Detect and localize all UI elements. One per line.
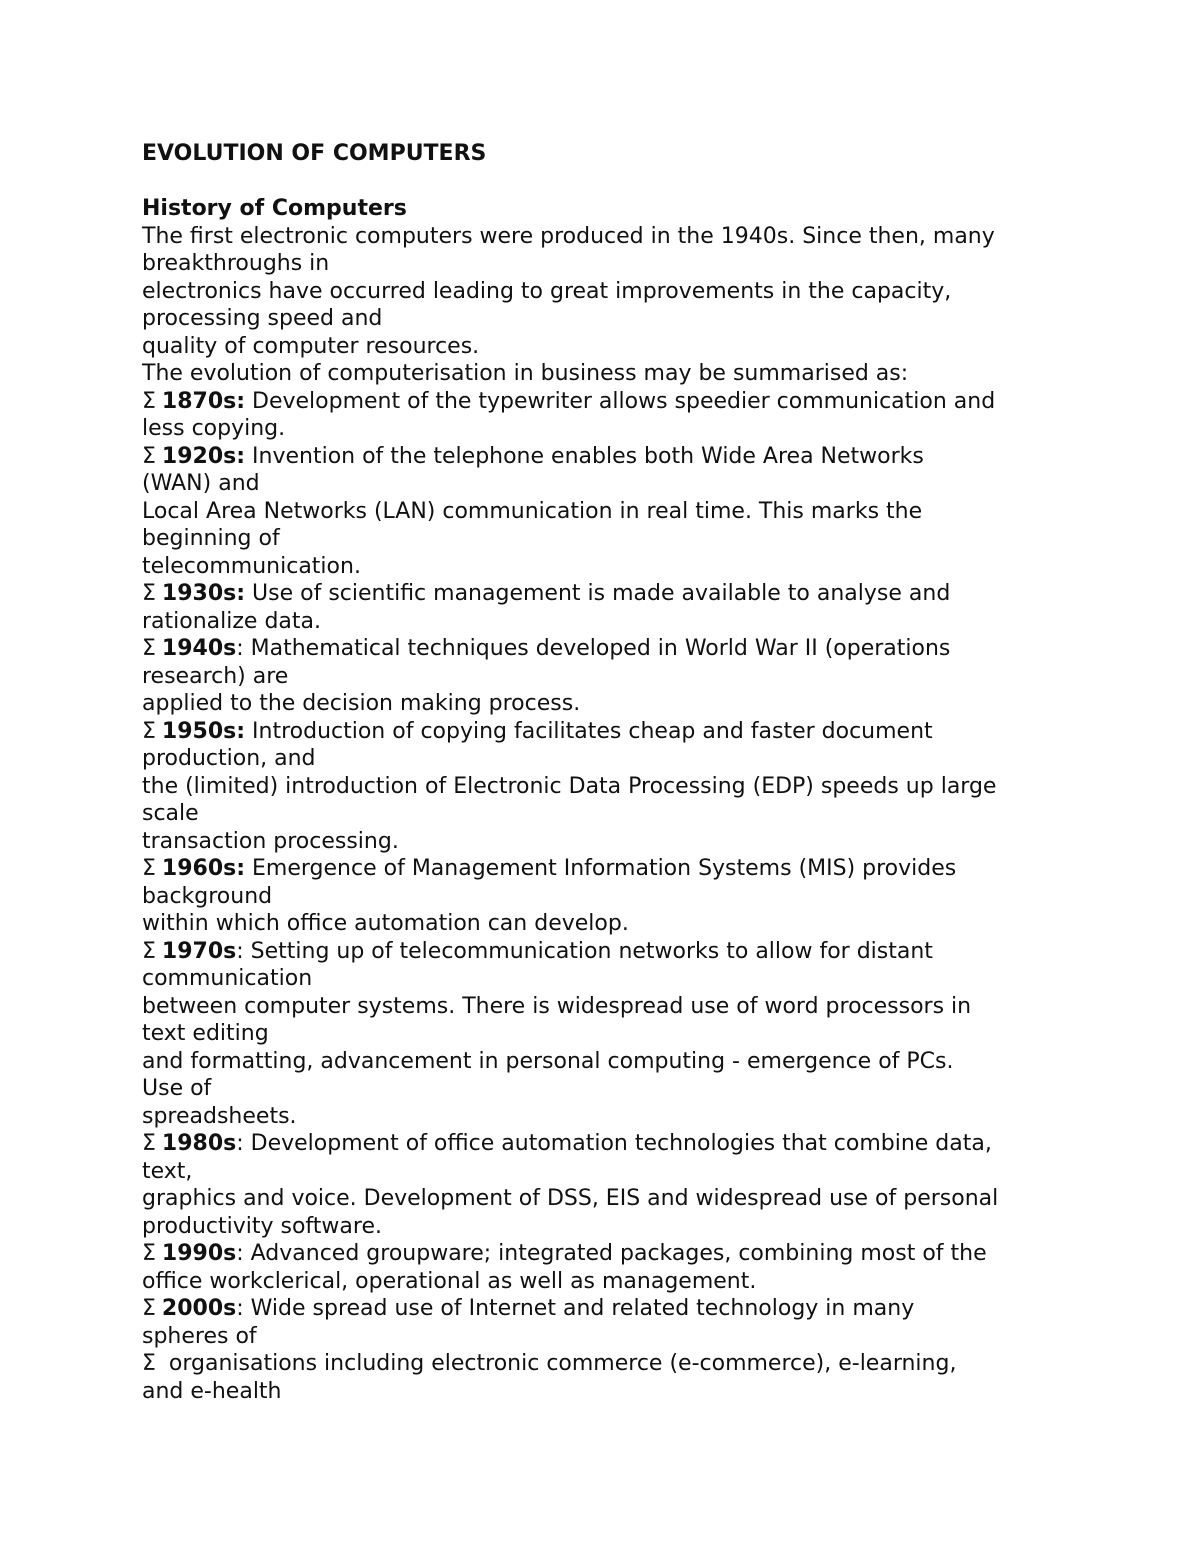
text-line: [142, 250, 1072, 278]
sigma-bullet-icon: Σ: [142, 938, 156, 964]
line-text: text editing: [142, 1021, 269, 1046]
line-text: and e-health: [142, 1378, 282, 1404]
text-line: [142, 415, 1072, 443]
line-text: text,: [142, 1158, 193, 1184]
bullet-line: [142, 443, 1072, 471]
text-line: [142, 965, 1072, 993]
bullet-line: [142, 1350, 1072, 1378]
line-text: : Setting up of telecommunication networks to allow for distant: [236, 938, 933, 964]
bullet-line: [142, 1295, 1072, 1323]
text-line: [142, 773, 1072, 801]
line-text: : Development of office automation technologies that combine data,: [236, 1131, 992, 1156]
sigma-bullet-icon: Σ: [142, 581, 156, 606]
line-text: The evolution of computerisation in business may be summarised as:: [142, 361, 909, 386]
text-line: [142, 1213, 1072, 1241]
bullet-line: [142, 1240, 1072, 1268]
bullet-line: [142, 855, 1072, 883]
sigma-bullet-icon: Σ: [142, 1241, 156, 1266]
text-line: [142, 1103, 1072, 1131]
decade-label: 1990s: [161, 1241, 237, 1266]
decade-label: 2000s: [161, 1296, 237, 1321]
line-text: electronics have occurred leading to great improvements in the capacity,: [142, 278, 952, 304]
line-text: telecommunication.: [142, 553, 361, 579]
line-text: spreadsheets.: [142, 1103, 297, 1129]
text-line: [142, 1158, 1072, 1186]
text-line: [142, 745, 1072, 773]
bullet-line: [142, 1130, 1072, 1158]
line-text: organisations including electronic commerce (e-commerce), e-learning,: [161, 1351, 957, 1376]
bullet-line: [142, 580, 1072, 608]
text-line: [142, 1075, 1072, 1103]
decade-label: 1930s:: [161, 581, 246, 606]
line-text: : Advanced groupware; integrated packages, combining most of the: [236, 1241, 987, 1266]
sigma-bullet-icon: Σ: [142, 1131, 156, 1156]
sigma-bullet-icon: Σ: [142, 388, 156, 414]
document-title: EVOLUTION OF COMPUTERS: [142, 141, 487, 166]
text-line: [142, 1323, 1072, 1351]
line-text: within which office automation can develop.: [142, 911, 629, 936]
line-text: spheres of: [142, 1323, 257, 1349]
line-text: (WAN) and: [142, 471, 260, 496]
document-page: [142, 140, 1072, 1405]
decade-label: 1920s:: [161, 443, 246, 469]
line-text: Local Area Networks (LAN) communication in real time. This marks the: [142, 498, 923, 524]
spacer: [142, 168, 1072, 196]
sigma-bullet-icon: Σ: [142, 636, 156, 661]
text-line: [142, 333, 1072, 361]
bullet-line: [142, 938, 1072, 966]
line-text: less copying.: [142, 416, 286, 441]
text-line: [142, 883, 1072, 911]
line-text: Use of scientific management is made available to analyse and: [245, 581, 951, 606]
line-text: research) are: [142, 663, 289, 689]
line-text: Emergence of Management Information Systems (MIS) provides: [245, 856, 957, 881]
text-line: [142, 470, 1072, 498]
sigma-bullet-icon: Σ: [142, 443, 156, 469]
line-text: office workclerical, operational as well as management.: [142, 1268, 757, 1294]
line-text: : Mathematical techniques developed in World War II (operations: [236, 636, 951, 661]
line-text: scale: [142, 801, 199, 826]
text-line: [142, 278, 1072, 306]
sigma-bullet-icon: Σ: [142, 1296, 156, 1321]
sigma-bullet-icon: Σ: [142, 856, 156, 881]
bullet-line: [142, 635, 1072, 663]
line-text: Use of: [142, 1076, 212, 1101]
document-body: [142, 223, 1072, 1406]
decade-label: 1950s:: [161, 718, 246, 744]
text-line: [142, 993, 1072, 1021]
line-text: communication: [142, 966, 313, 991]
text-line: [142, 553, 1072, 581]
text-line: [142, 690, 1072, 718]
text-line: [142, 1268, 1072, 1296]
sigma-bullet-icon: Σ: [142, 718, 156, 744]
line-text: between computer systems. There is widespread use of word processors in: [142, 993, 972, 1019]
decade-label: 1970s: [161, 938, 237, 964]
text-line: [142, 828, 1072, 856]
line-text: beginning of: [142, 526, 280, 551]
text-line: [142, 608, 1072, 636]
line-text: The first electronic computers were produced in the 1940s. Since then, many: [142, 223, 995, 249]
decade-label: 1980s: [161, 1131, 237, 1156]
line-text: graphics and voice. Development of DSS, EIS and widespread use of personal: [142, 1186, 999, 1211]
line-text: processing speed and: [142, 306, 383, 331]
text-line: [142, 1020, 1072, 1048]
line-text: applied to the decision making process.: [142, 691, 581, 716]
line-text: rationalize data.: [142, 608, 321, 634]
decade-label: 1960s:: [161, 856, 246, 881]
bullet-line: [142, 718, 1072, 746]
text-line: [142, 1048, 1072, 1076]
text-line: [142, 910, 1072, 938]
text-line: [142, 360, 1072, 388]
text-line: [142, 223, 1072, 251]
section-heading: History of Computers: [142, 196, 407, 221]
text-line: [142, 498, 1072, 526]
sigma-bullet-icon: Σ: [142, 1351, 156, 1376]
text-line: [142, 663, 1072, 691]
line-text: transaction processing.: [142, 828, 399, 854]
line-text: breakthroughs in: [142, 251, 330, 276]
line-text: : Wide spread use of Internet and related technology in many: [236, 1296, 915, 1321]
text-line: [142, 1378, 1072, 1406]
line-text: Invention of the telephone enables both Wide Area Networks: [245, 443, 924, 469]
line-text: production, and: [142, 746, 316, 771]
text-line: [142, 1185, 1072, 1213]
line-text: the (limited) introduction of Electronic Data Processing (EDP) speeds up large: [142, 773, 997, 799]
line-text: and formatting, advancement in personal computing - emergence of PCs.: [142, 1048, 954, 1074]
line-text: Introduction of copying facilitates cheap and faster document: [245, 718, 933, 744]
line-text: background: [142, 883, 273, 909]
line-text: productivity software.: [142, 1213, 382, 1239]
text-line: [142, 525, 1072, 553]
text-line: [142, 800, 1072, 828]
bullet-line: [142, 388, 1072, 416]
decade-label: 1870s:: [161, 388, 246, 414]
text-line: [142, 305, 1072, 333]
line-text: Development of the typewriter allows speedier communication and: [245, 388, 996, 414]
decade-label: 1940s: [161, 636, 237, 661]
line-text: quality of computer resources.: [142, 333, 480, 359]
